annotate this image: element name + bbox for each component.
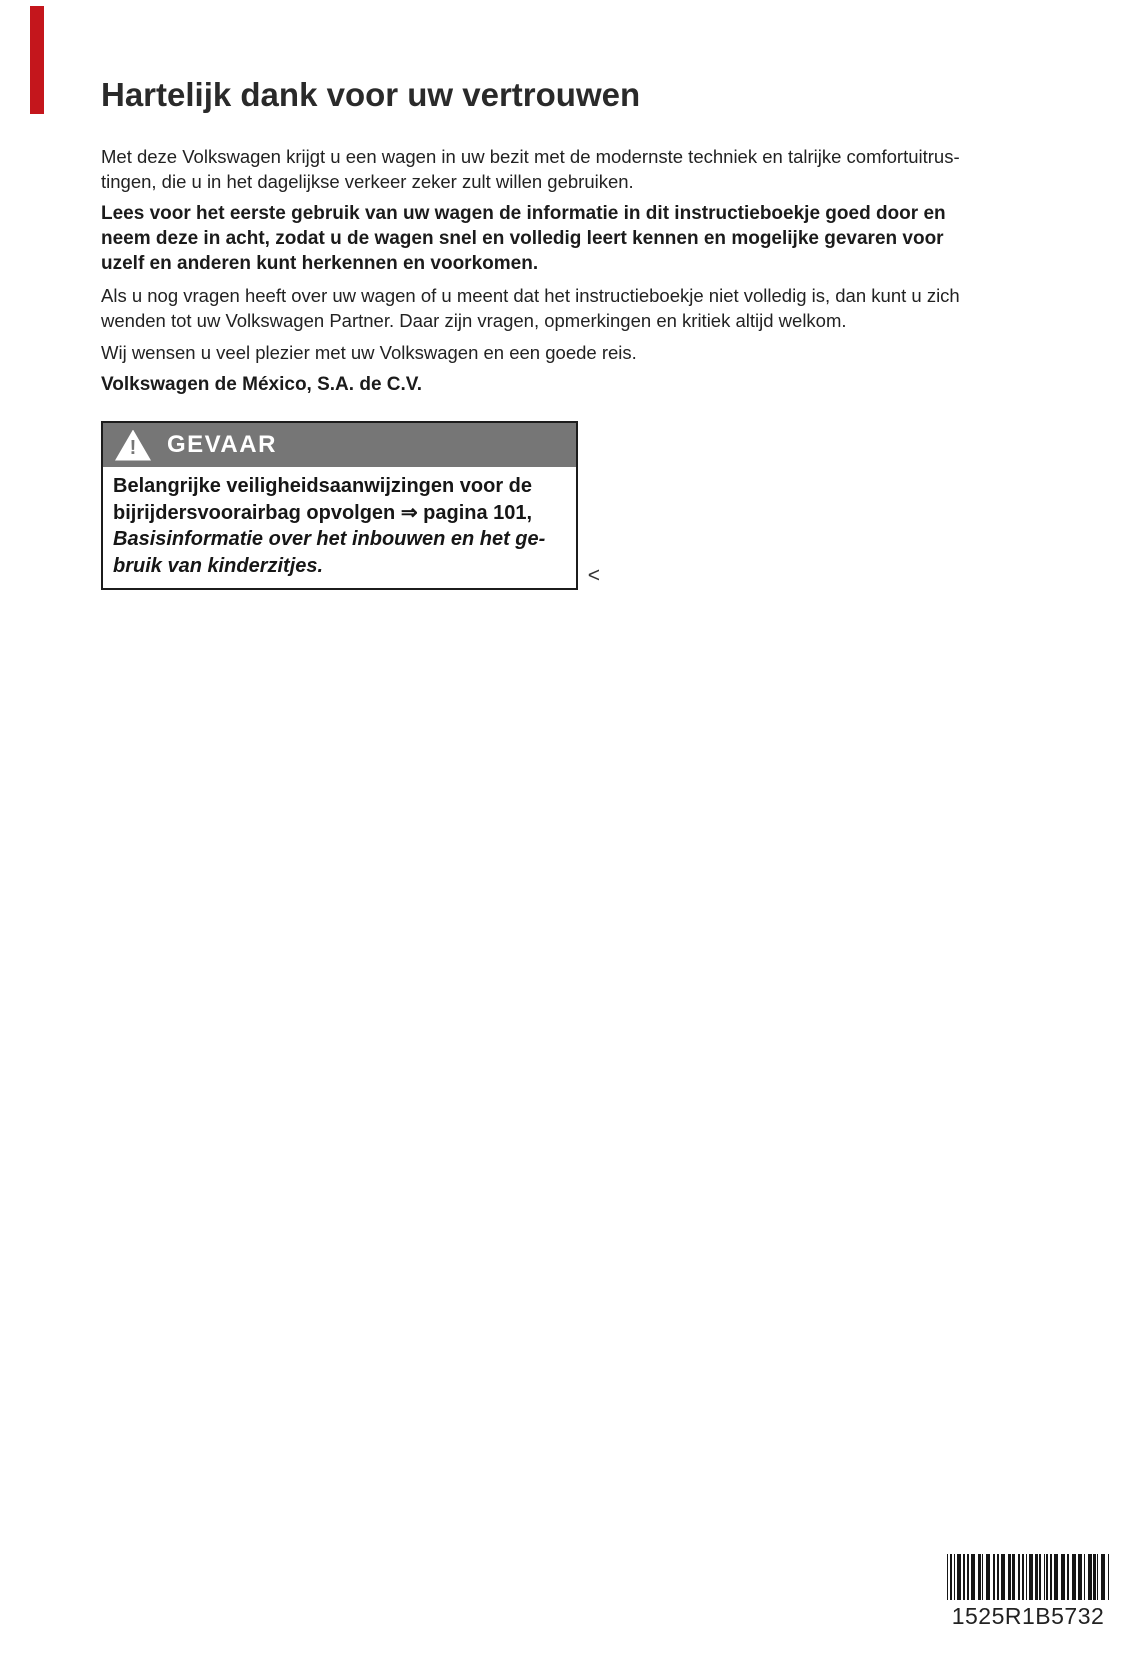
- signature-line: [101, 372, 1041, 397]
- page-content: [101, 76, 1041, 590]
- text-line: tingen, die u in het dagelijkse verkeer zeker zult willen gebruiken.: [101, 171, 634, 192]
- text-line: Lees voor het eerste gebruik van uw wagen de informatie in dit instructieboekje goed door en: [101, 203, 946, 224]
- intro-paragraph-bold: [101, 201, 1041, 276]
- barcode-label: 1525R1B5732: [951, 1603, 1105, 1629]
- warning-text-line: bijrijdersvoorairbag opvolgen ⇒ pagina 101,: [113, 501, 533, 524]
- intro-paragraph: [101, 144, 1041, 194]
- text-line: Volkswagen de México, S.A. de C.V.: [101, 374, 422, 395]
- intro-paragraph: [101, 340, 1041, 365]
- text-line: Als u nog vragen heeft over uw wagen of u meent dat het instructieboekje niet volledig is, dan kunt u zich: [101, 285, 960, 306]
- barcode: [946, 1554, 1110, 1600]
- page-title: Hartelijk dank voor uw vertrouwen: [101, 76, 641, 113]
- text-line: neem deze in acht, zodat u de wagen snel en volledig leert kennen en mogelijke gevaren voor: [101, 228, 944, 249]
- warning-text-line: Belangrijke veiligheidsaanwijzingen voor de: [113, 475, 533, 497]
- warning-box-title: GEVAAR: [167, 431, 277, 458]
- warning-text-line: Basisinformatie over het inbouwen en het ge-: [113, 528, 546, 550]
- text-line: wenden tot uw Volkswagen Partner. Daar zijn vragen, opmerkingen en kritiek altijd welkom.: [101, 310, 847, 331]
- text-line: uzelf en anderen kunt herkennen en voorkomen.: [101, 253, 539, 274]
- text-line: Met deze Volkswagen krijgt u een wagen in uw bezit met de modernste techniek en talrijke comfortuitrus-: [101, 146, 960, 167]
- barcode-block: [946, 1554, 1110, 1630]
- warning-box-header: [103, 423, 576, 467]
- text-line: Wij wensen u veel plezier met uw Volkswagen en een goede reis.: [101, 342, 637, 363]
- warning-triangle-icon: !: [115, 430, 151, 461]
- warning-box-body: [103, 467, 576, 588]
- warning-text-line: bruik van kinderzitjes.: [113, 554, 324, 577]
- intro-paragraph: [101, 283, 1041, 333]
- section-end-marker: <: [587, 564, 600, 587]
- warning-box: [101, 421, 600, 590]
- red-accent-bar: [30, 6, 44, 114]
